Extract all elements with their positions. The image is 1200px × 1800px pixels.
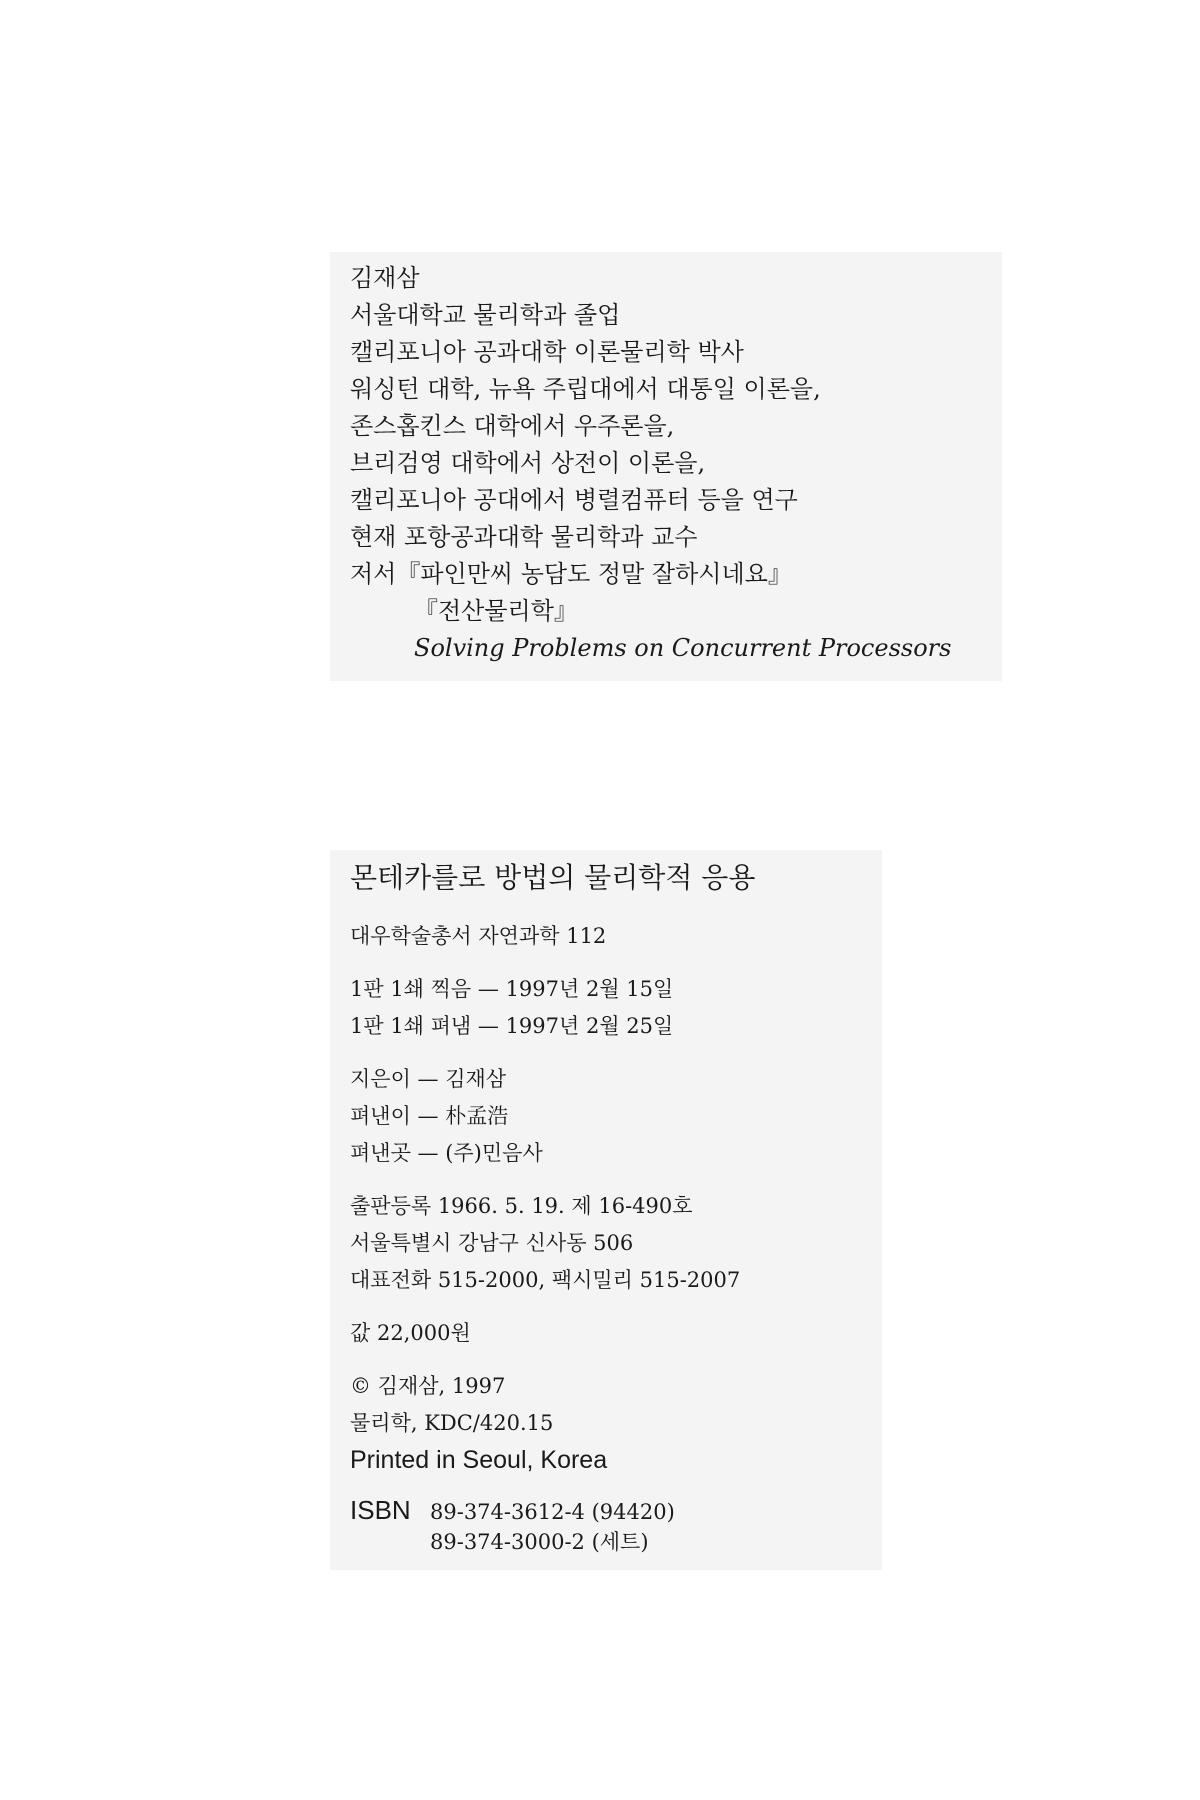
date-group bbox=[350, 971, 870, 1045]
price-group bbox=[350, 1315, 870, 1352]
contact-group bbox=[350, 1188, 870, 1299]
book-title: 몬테카를로 방법의 물리학적 응용 bbox=[350, 861, 756, 894]
series: 대우학술총서 자연과학 112 bbox=[350, 924, 607, 948]
isbn-row bbox=[350, 1526, 870, 1556]
copyright: © 김재삼, 1997 bbox=[350, 1374, 506, 1398]
works-line: 저서『파인만씨 농담도 정말 잘하시네요』 bbox=[350, 560, 792, 588]
work-title-english: Solving Problems on Concurrent Processors bbox=[414, 634, 952, 662]
bio-line: 현재 포항공과대학 물리학과 교수 bbox=[350, 523, 698, 551]
printed-in: Printed in Seoul, Korea bbox=[350, 1446, 608, 1474]
colophon bbox=[330, 850, 882, 1570]
isbn-group bbox=[350, 1495, 870, 1556]
publish-date: 1판 1쇄 펴냄 — 1997년 2월 25일 bbox=[350, 1014, 674, 1038]
author-bio bbox=[330, 252, 1002, 681]
bio-line: 워싱턴 대학, 뉴욕 주립대에서 대통일 이론을, bbox=[350, 375, 821, 403]
author-name: 김재삼 bbox=[350, 264, 420, 292]
isbn-number-set: 89-374-3000-2 (세트) bbox=[430, 1530, 649, 1554]
author-credit: 지은이 — 김재삼 bbox=[350, 1067, 507, 1091]
isbn-label: ISBN bbox=[350, 1495, 411, 1525]
bio-line: 캘리포니아 공대에서 병렬컴퓨터 등을 연구 bbox=[350, 486, 798, 514]
isbn-number: 89-374-3612-4 (94420) bbox=[430, 1500, 675, 1524]
phone: 대표전화 515-2000, 팩시밀리 515-2007 bbox=[350, 1268, 741, 1292]
address: 서울특별시 강남구 신사동 506 bbox=[350, 1231, 634, 1255]
publisher-credit: 펴낸이 — 朴孟浩 bbox=[350, 1104, 509, 1128]
bio-line: 존스홉킨스 대학에서 우주론을, bbox=[350, 412, 675, 440]
price: 값 22,000원 bbox=[350, 1321, 471, 1345]
classification: 물리학, KDC/420.15 bbox=[350, 1411, 554, 1435]
series-group bbox=[350, 918, 870, 955]
print-date: 1판 1쇄 찍음 — 1997년 2월 15일 bbox=[350, 977, 674, 1001]
registration: 출판등록 1966. 5. 19. 제 16-490호 bbox=[350, 1194, 693, 1218]
copyright-group bbox=[350, 1368, 870, 1479]
bio-line: 브리검영 대학에서 상전이 이론을, bbox=[350, 449, 706, 477]
bio-line: 서울대학교 물리학과 졸업 bbox=[350, 301, 621, 329]
credits-group bbox=[350, 1061, 870, 1172]
bio-line: 캘리포니아 공과대학 이론물리학 박사 bbox=[350, 338, 744, 366]
publishing-house: 펴낸곳 — (주)민음사 bbox=[350, 1141, 543, 1165]
work-title: 『전산물리학』 bbox=[414, 597, 578, 625]
isbn-row bbox=[350, 1495, 870, 1526]
